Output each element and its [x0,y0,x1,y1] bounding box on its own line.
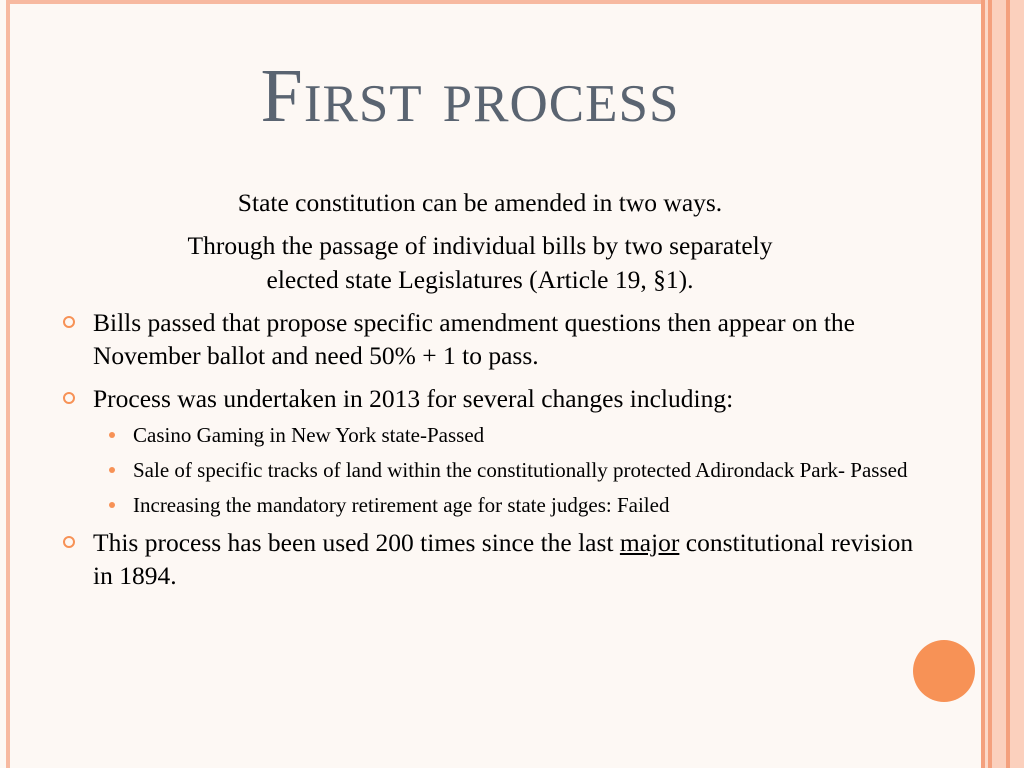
bullet-text-before: This process has been used 200 times since the last [93,528,620,557]
ring-bullet-icon [63,316,75,328]
intro-line-2a: Through the passage of individual bills by two separately [187,231,773,260]
bullet-text-after: constitutional revision in 1894. [93,528,914,590]
sub-bullet-text: Casino Gaming in New York state-Passed [133,423,485,447]
sub-bullet-item [104,491,920,519]
bullet-text: Process was undertaken in 2013 for several changes including: [93,384,734,413]
accent-circle-icon [913,640,975,702]
dot-bullet-icon [109,502,115,508]
ring-bullet-icon [63,536,75,548]
bullet-list [60,306,920,602]
sub-bullet-item [104,456,920,484]
dot-bullet-icon [109,432,115,438]
bullet-item [60,382,920,415]
sub-bullet-text: Sale of specific tracks of land within the constitutionally protected Adirondack Park- Passed [133,458,908,482]
sub-bullet-text: Increasing the mandatory retirement age for state judges: Failed [133,493,670,517]
underlined-word: major [619,528,680,557]
sub-bullet-list [104,421,920,519]
intro-line-2b: elected state Legislatures (Article 19, §1). [266,265,694,294]
border-top [6,0,981,4]
bullet-item [60,306,920,372]
ring-bullet-icon [63,392,75,404]
intro-line-2 [60,229,900,297]
sub-bullet-item [104,421,920,449]
bullet-text: Bills passed that propose specific amendment questions then appear on the November ballot and need 50% + 1 to pass. [93,308,855,370]
decor-stripe [1010,0,1024,768]
decor-stripe [992,0,1006,768]
bullet-item [60,526,920,592]
dot-bullet-icon [109,467,115,473]
slide-title: First process [260,54,680,138]
intro-line-1: State constitution can be amended in two ways. [237,188,723,217]
